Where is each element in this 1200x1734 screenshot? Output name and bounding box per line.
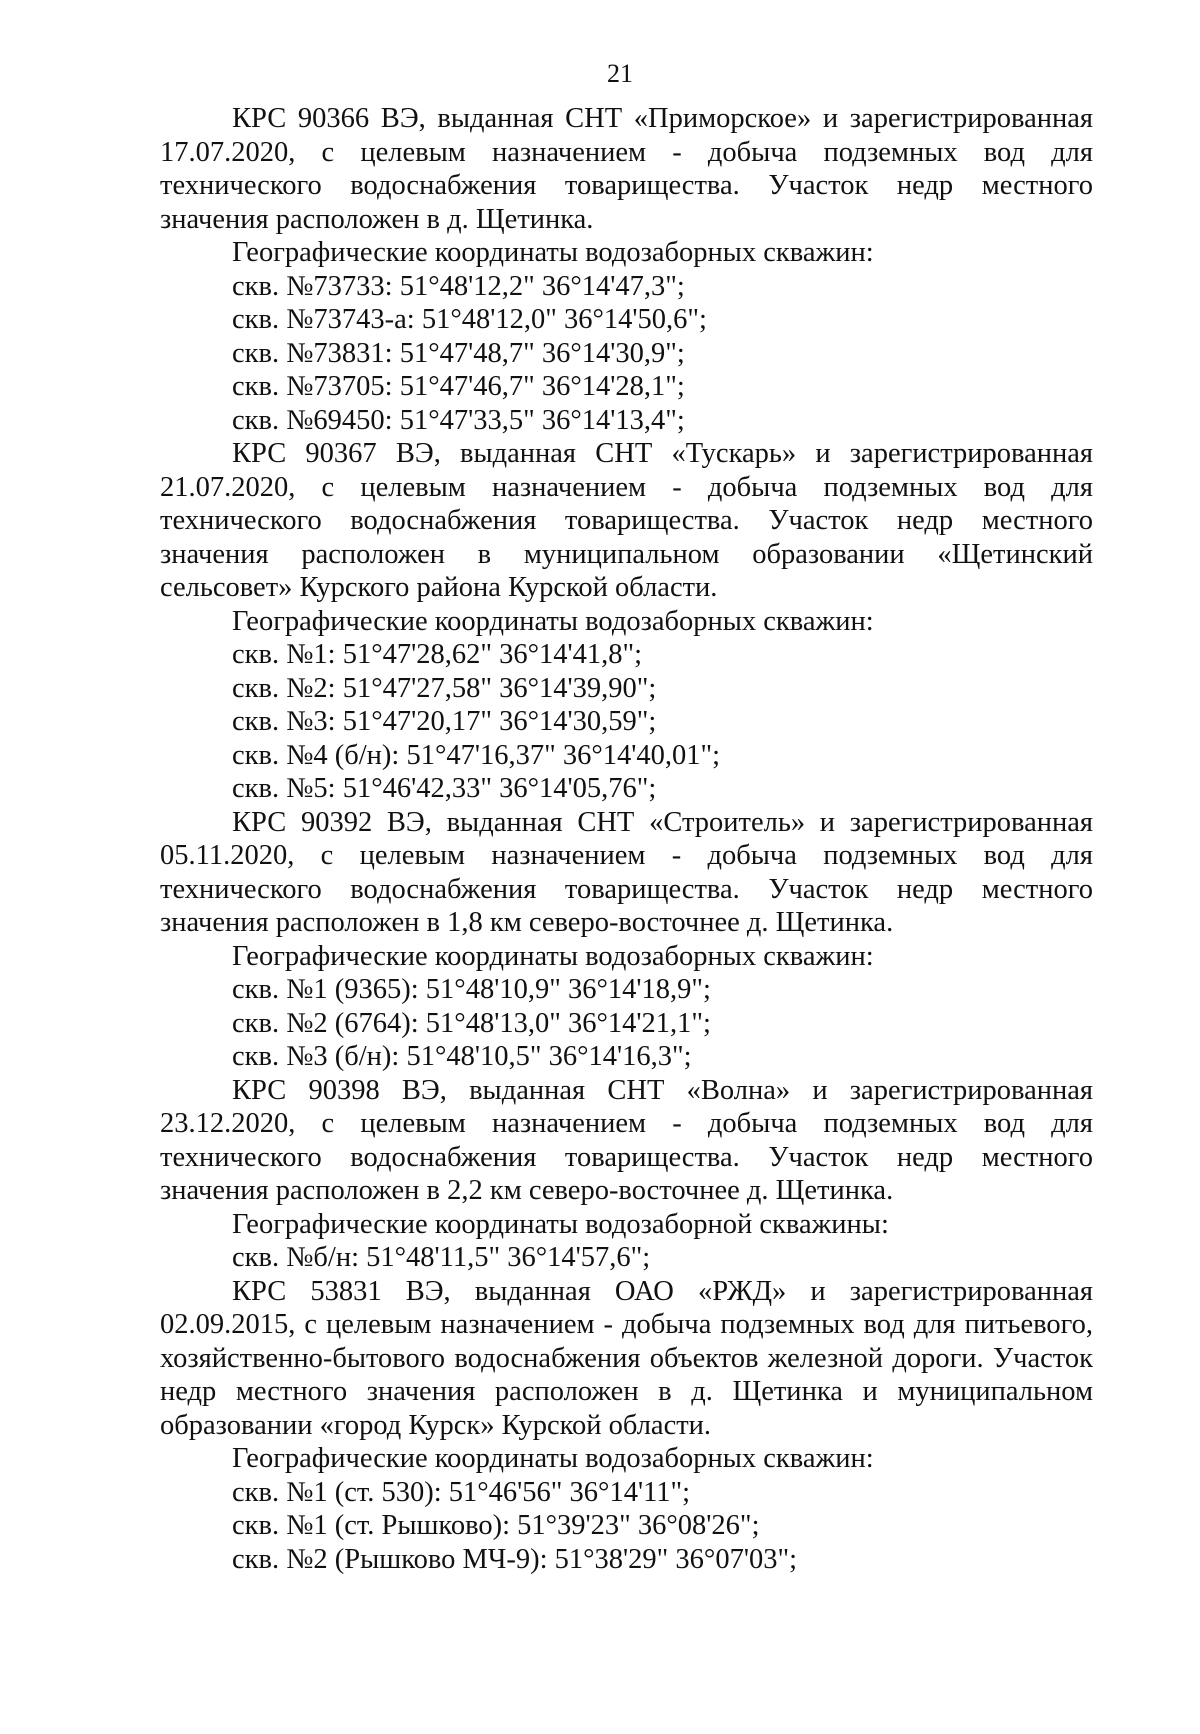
paragraph: КРС 90398 ВЭ, выданная СНТ «Волна» и зарегистрированная 23.12.2020, с целевым назначением - добыча подземных вод для технического водоснабжения товарищества. Участок недр местного значения расположен в 2,2 км северо-восточнее д. Щетинка.	[160, 1074, 1093, 1206]
well-coordinate-line: скв. №2 (Рышково МЧ-9): 51°38'29" 36°07'03";	[232, 1543, 798, 1575]
well-coordinate-line: скв. №4 (б/н): 51°47'16,37" 36°14'40,01";	[232, 739, 721, 771]
page-number: 21	[607, 59, 633, 88]
paragraph: КРС 53831 ВЭ, выданная ОАО «РЖД» и зарегистрированная 02.09.2015, с целевым назначением - добыча подземных вод для питьевого, хозяйственно-бытового водоснабжения объектов железной дороги. Участок недр местного значения расположен в д. Щетинка и муниципальном образовании «город Курск» Курской области.	[160, 1275, 1093, 1441]
paragraph: КРС 90392 ВЭ, выданная СНТ «Строитель» и зарегистрированная 05.11.2020, с целевым назначением - добыча подземных вод для технического водоснабжения товарищества. Участок недр местного значения расположен в 1,8 км северо-восточнее д. Щетинка.	[160, 806, 1093, 938]
coordinates-heading: Географические координаты водозаборных скважин:	[232, 237, 874, 268]
coordinates-heading: Географические координаты водозаборных скважин:	[232, 940, 874, 972]
paragraph: КРС 90366 ВЭ, выданная СНТ «Приморское» и зарегистрированная 17.07.2020, с целевым назначением - добыча подземных вод для технического водоснабжения товарищества. Участок недр местного значения расположен в д. Щетинка.	[160, 103, 1093, 235]
coordinates-heading: Географические координаты водозаборных скважин:	[232, 605, 874, 637]
well-coordinate-line: скв. №3 (б/н): 51°48'10,5" 36°14'16,3";	[232, 1041, 692, 1072]
well-coordinate-line: скв. №73743-а: 51°48'12,0" 36°14'50,6";	[232, 304, 707, 335]
coordinates-heading: Географические координаты водозаборных скважин:	[232, 1443, 874, 1474]
well-coordinate-line: скв. №73831: 51°47'48,7" 36°14'30,9";	[232, 337, 685, 369]
well-coordinate-line: скв. №б/н: 51°48'11,5" 36°14'57,6";	[232, 1242, 651, 1273]
well-coordinate-line: скв. №73733: 51°48'12,2" 36°14'47,3";	[232, 270, 685, 302]
coordinates-heading: Географические координаты водозаборной скважины:	[232, 1208, 889, 1240]
well-coordinate-line: скв. №2 (6764): 51°48'13,0" 36°14'21,1";	[232, 1007, 711, 1039]
well-coordinate-line: скв. №3: 51°47'20,17" 36°14'30,59";	[232, 706, 657, 737]
well-coordinate-line: скв. №73705: 51°47'46,7" 36°14'28,1";	[232, 371, 685, 402]
well-coordinate-line: скв. №5: 51°46'42,33" 36°14'05,76";	[232, 773, 657, 804]
well-coordinate-line: скв. №2: 51°47'27,58" 36°14'39,90";	[232, 672, 657, 704]
paragraph: КРС 90367 ВЭ, выданная СНТ «Тускарь» и зарегистрированная 21.07.2020, с целевым назначением - добыча подземных вод для технического водоснабжения товарищества. Участок недр местного значения расположен в муниципальном образовании «Щетинский сельсовет» Курского района Курской области.	[160, 438, 1093, 603]
well-coordinate-line: скв. №1: 51°47'28,62" 36°14'41,8";	[232, 639, 643, 670]
well-coordinate-line: скв. №1 (9365): 51°48'10,9" 36°14'18,9";	[232, 974, 711, 1005]
well-coordinate-line: скв. №1 (ст. 530): 51°46'56" 36°14'11";	[232, 1476, 691, 1508]
well-coordinate-line: скв. №1 (ст. Рышково): 51°39'23" 36°08'26";	[232, 1510, 760, 1541]
document-body	[160, 102, 1093, 1576]
well-coordinate-line: скв. №69450: 51°47'33,5" 36°14'13,4";	[232, 404, 685, 436]
